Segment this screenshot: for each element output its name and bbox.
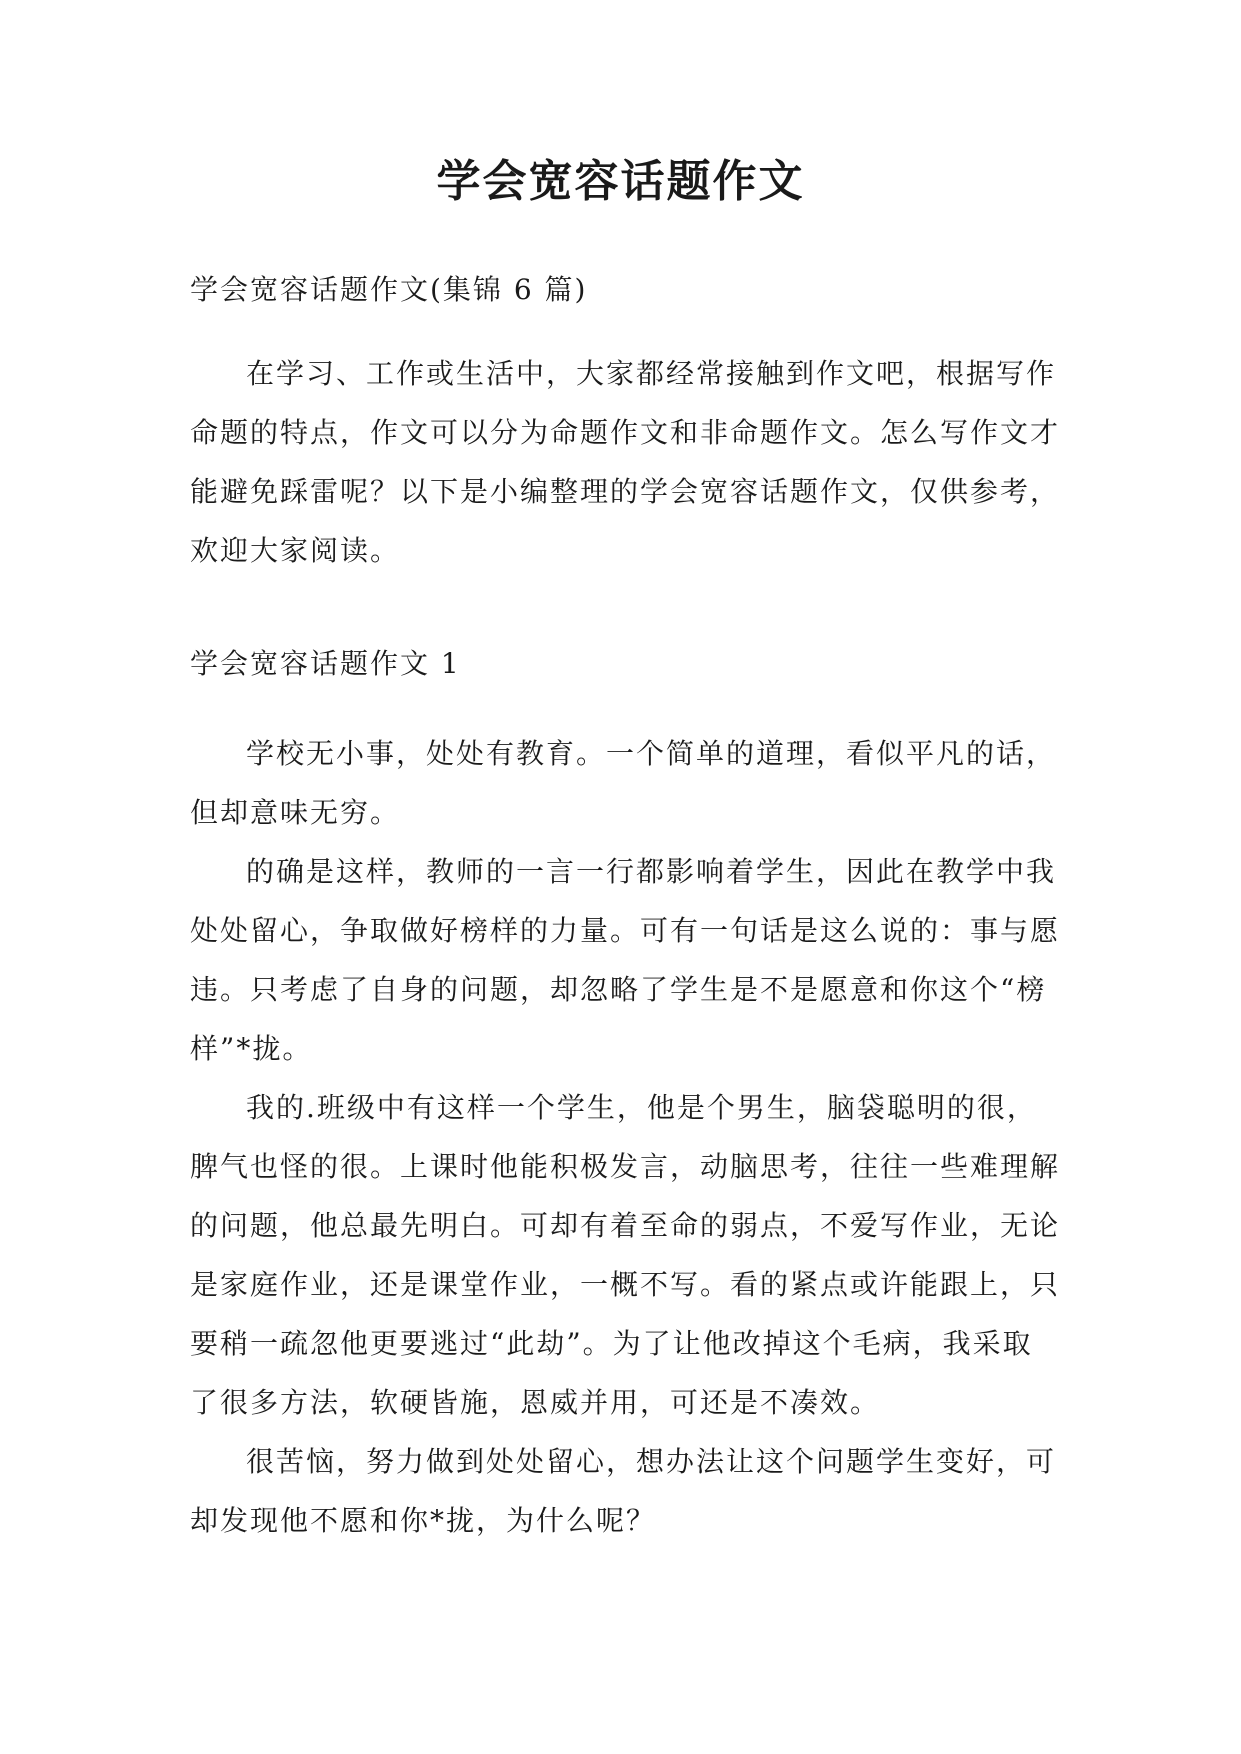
essay-paragraph: 我的.班级中有这样一个学生，他是个男生，脑袋聪明的很，脾气也怪的很。上课时他能积极发言，动脑思考，往往一些难理解的问题，他总最先明白。可却有着至命的弱点，不爱写作业，无论是家庭作业，还是课堂作业，一概不写。看的紧点或许能跟上，只要稍一疏忽他更要逃过“此劫”。为了让他改掉这个毛病，我采取了很多方法，软硬皆施，恩威并用，可还是不凑效。	[190, 1091, 1061, 1419]
essay-paragraph: 的确是这样，教师的一言一行都影响着学生，因此在教学中我处处留心，争取做好榜样的力量。可有一句话是这么说的：事与愿违。只考虑了自身的问题，却忽略了学生是不是愿意和你这个“榜样”*拢。	[190, 855, 1061, 1065]
section-heading: 学会宽容话题作文 1	[190, 647, 461, 680]
document-title: 学会宽容话题作文	[436, 156, 805, 207]
intro-text: 在学习、工作或生活中，大家都经常接触到作文吧，根据写作命题的特点，作文可以分为命题作文和非命题作文。怎么写作文才能避免踩雷呢？以下是小编整理的学会宽容话题作文，仅供参考，欢迎大家阅读。	[190, 357, 1061, 567]
essay-paragraph: 很苦恼，努力做到处处留心，想办法让这个问题学生变好，可却发现他不愿和你*拢，为什么呢？	[190, 1445, 1057, 1537]
intro-paragraph	[190, 344, 1060, 580]
essay-paragraph: 学校无小事，处处有教育。一个简单的道理，看似平凡的话，但却意味无穷。	[190, 737, 1057, 829]
document-subtitle: 学会宽容话题作文(集锦 6 篇)	[190, 273, 588, 306]
essay-body	[190, 724, 1060, 1550]
